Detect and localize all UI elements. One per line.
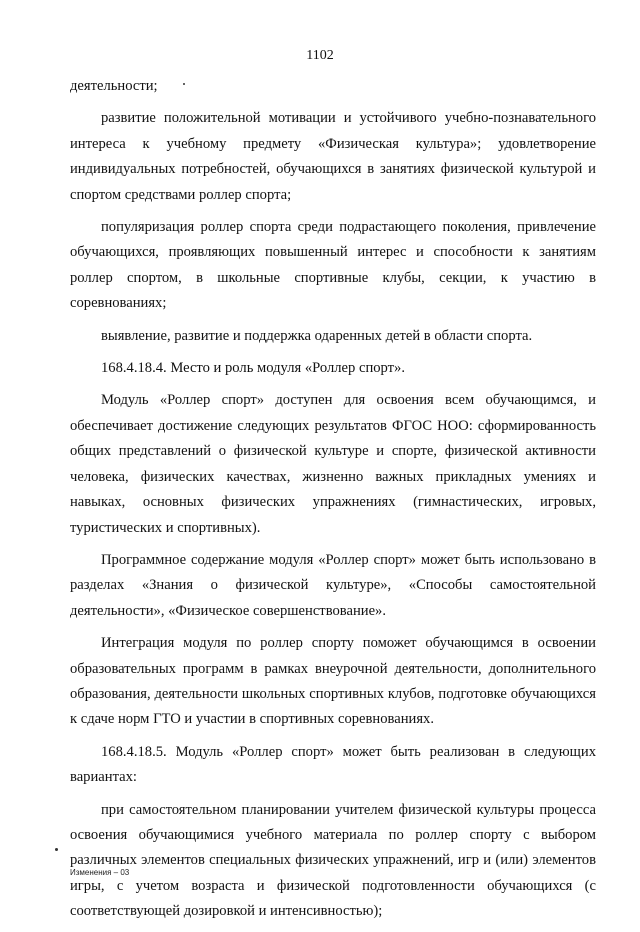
section-heading-168-4-18-5: 168.4.18.5. Модуль «Роллер спорт» может быть реализован в следующих вариантах: (70, 743, 596, 786)
paragraph-gifted-children: выявление, развитие и поддержка одаренных детей в области спорта. (101, 327, 533, 344)
paragraph-popularization: популяризация роллер спорта среди подрастающего поколения, привлечение обучающихся, проявляющих повышенный интерес и способности к занятиям роллер спортом, в школьные спортивные клубы, секции, к участию в соревнованиях; (70, 219, 596, 312)
paragraph-module-availability: Модуль «Роллер спорт» доступен для освоения всем обучающимся, и обеспечивает достижение следующих результатов ФГОС НОО: сформированность общих представлений о физической культуре и спорте, физической активности человека, физических качествах, жизненно важных прикладных умениях и навыках, основных физических упражнениях (гимнастических, игровых, туристических и спортивных). (70, 392, 596, 536)
paragraph-continuation: деятельности; (70, 78, 158, 94)
document-body (70, 74, 596, 932)
scan-speck (55, 848, 58, 851)
paragraph-motivation: развитие положительной мотивации и устойчивого учебно-познавательного интереса к учебному предмету «Физическая культура»; удовлетворение индивидуальных потребностей, обучающихся в занятиях физической культурой и спортом средствами роллер спорта; (70, 110, 596, 203)
footer-revision-note: Изменения – 03 (70, 868, 130, 877)
page-number: 1102 (306, 48, 334, 63)
paragraph-program-content: Программное содержание модуля «Роллер спорт» может быть использовано в разделах «Знания о физической культуре», «Способы самостоятельной деятельности», «Физическое совершенствование». (70, 551, 596, 619)
paragraph-integration: Интеграция модуля по роллер спорту поможет обучающимся в освоении образовательных программ в рамках внеурочной деятельности, дополнительного образования, деятельности школьных спортивных клубов, подготовке обучающихся к сдаче норм ГТО и участии в спортивных соревнованиях. (70, 635, 596, 728)
paragraph-independent-planning: при самостоятельном планировании учителем физической культуры процесса освоения обучающимися учебного материала по роллер спорту с выбором различных элементов специальных физических упражнений, игр и (или) элементов игры, с учетом возраста и физической подготовленности обучающихся (с соответствующей дозировкой и интенсивностью); (70, 801, 596, 920)
scan-speck (183, 83, 185, 85)
section-heading-168-4-18-4: 168.4.18.4. Место и роль модуля «Роллер спорт». (101, 360, 405, 377)
